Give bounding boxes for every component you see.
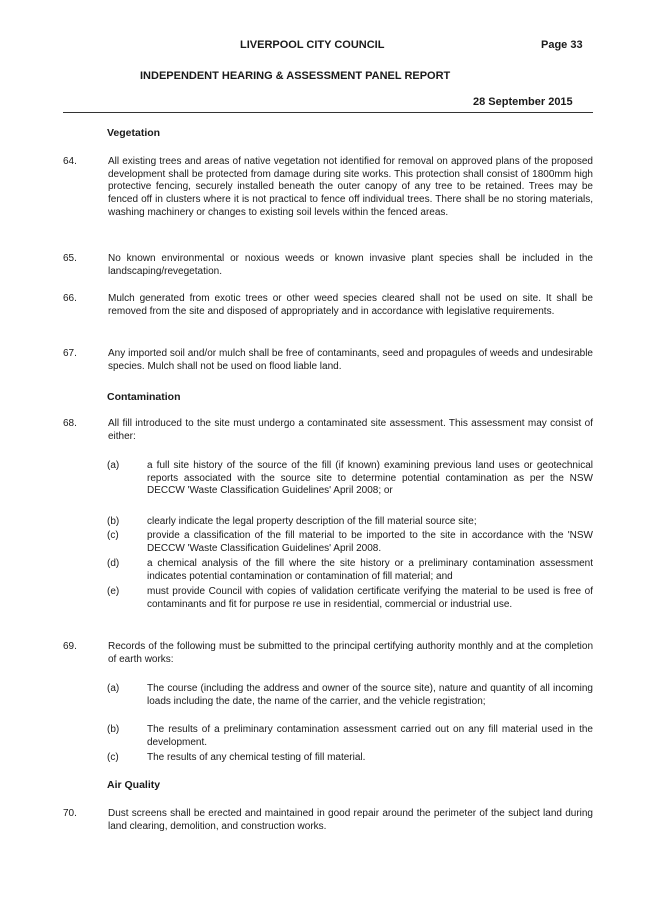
condition-text: Records of the following must be submitted to the principal certifying authority monthly and at the completion of earth works: (108, 641, 593, 665)
sub-item-text: a full site history of the source of the fill (if known) examining previous land uses or geotechnical reports associated with the source site to determine potential contamination as per the NSW DECCW 'Waste Classification Guidelines' April 2008; or (147, 460, 593, 497)
condition-number: 70. (63, 808, 77, 819)
condition-66 (63, 293, 593, 318)
condition-69-sub-c (107, 752, 593, 765)
condition-68 (63, 418, 593, 443)
section-heading-contamination: Contamination (107, 391, 181, 403)
condition-number: 64. (63, 156, 77, 167)
sub-item-label: (b) (107, 724, 120, 735)
sub-item-text: provide a classification of the fill material to be imported to the site in accordance with the 'NSW DECCW 'Waste Classification Guidelines' April 2008. (147, 530, 593, 554)
condition-67 (63, 348, 593, 373)
condition-text: Mulch generated from exotic trees or other weed species cleared shall not be used on site. It shall be removed from the site and disposed of appropriately and in accordance with legislative requirements. (108, 293, 593, 317)
sub-item-label: (c) (107, 530, 119, 541)
condition-68-sub-a (107, 460, 593, 498)
condition-text: No known environmental or noxious weeds or known invasive plant species shall be included in the landscaping/revegetation. (108, 253, 593, 277)
condition-number: 66. (63, 293, 77, 304)
condition-69 (63, 641, 593, 666)
condition-65 (63, 253, 593, 278)
sub-item-label: (d) (107, 558, 120, 569)
section-heading-vegetation: Vegetation (107, 127, 161, 139)
condition-text: Dust screens shall be erected and maintained in good repair around the perimeter of the subject land during land clearing, demolition, and construction works. (108, 808, 593, 832)
condition-number: 68. (63, 418, 77, 429)
condition-number: 65. (63, 253, 77, 264)
sub-item-label: (e) (107, 586, 120, 597)
condition-text: All fill introduced to the site must undergo a contaminated site assessment. This assessment may consist of either: (108, 418, 593, 442)
header-date: 28 September 2015 (473, 96, 573, 108)
condition-69-sub-b (107, 724, 593, 749)
header-organisation: LIVERPOOL CITY COUNCIL (240, 39, 385, 51)
section-heading-air-quality: Air Quality (107, 779, 161, 791)
condition-69-sub-a (107, 683, 593, 708)
sub-item-label: (a) (107, 460, 120, 471)
condition-number: 69. (63, 641, 77, 652)
sub-item-text: must provide Council with copies of validation certificate verifying the material to be used is free of contaminants and fit for purpose re use in residential, commercial or industrial use. (147, 586, 593, 610)
sub-item-text: clearly indicate the legal property description of the fill material source site; (147, 516, 477, 527)
header-page-number: Page 33 (541, 39, 583, 51)
condition-70 (63, 808, 593, 833)
condition-64 (63, 156, 593, 220)
sub-item-label: (c) (107, 752, 119, 763)
condition-text: Any imported soil and/or mulch shall be free of contaminants, seed and propagules of weeds and undesirable species. Mulch shall not be used on flood liable land. (108, 348, 593, 372)
sub-item-label: (b) (107, 516, 120, 527)
condition-number: 67. (63, 348, 77, 359)
header-rule (63, 112, 593, 113)
sub-item-text: a chemical analysis of the fill where the site history or a preliminary contamination assessment indicates potential contamination or contamination of fill material; and (147, 558, 593, 582)
condition-68-sub-b (107, 516, 593, 529)
sub-item-text: The results of a preliminary contamination assessment carried out on any fill material used in the development. (147, 724, 593, 748)
condition-68-sub-e (107, 586, 593, 611)
sub-item-text: The course (including the address and owner of the source site), nature and quantity of all incoming loads including the date, the name of the carrier, and the vehicle registration; (147, 683, 593, 707)
condition-68-sub-c (107, 530, 593, 555)
sub-item-text: The results of any chemical testing of fill material. (147, 752, 366, 763)
sub-item-label: (a) (107, 683, 120, 694)
condition-text: All existing trees and areas of native vegetation not identified for removal on approved plans of the proposed development shall be protected from damage during site works. This protection shall consist of 1800mm high protective fencing, securely installed beneath the outer canopy of any tree to be retained. Trees may be fenced off in clusters where it is not practical to fence off individual trees. There shall be no storing materials, washing machinery or changes to existing soil levels within the fenced areas. (108, 156, 593, 218)
condition-68-sub-d (107, 558, 593, 583)
header-report-title: INDEPENDENT HEARING & ASSESSMENT PANEL REPORT (140, 70, 451, 82)
